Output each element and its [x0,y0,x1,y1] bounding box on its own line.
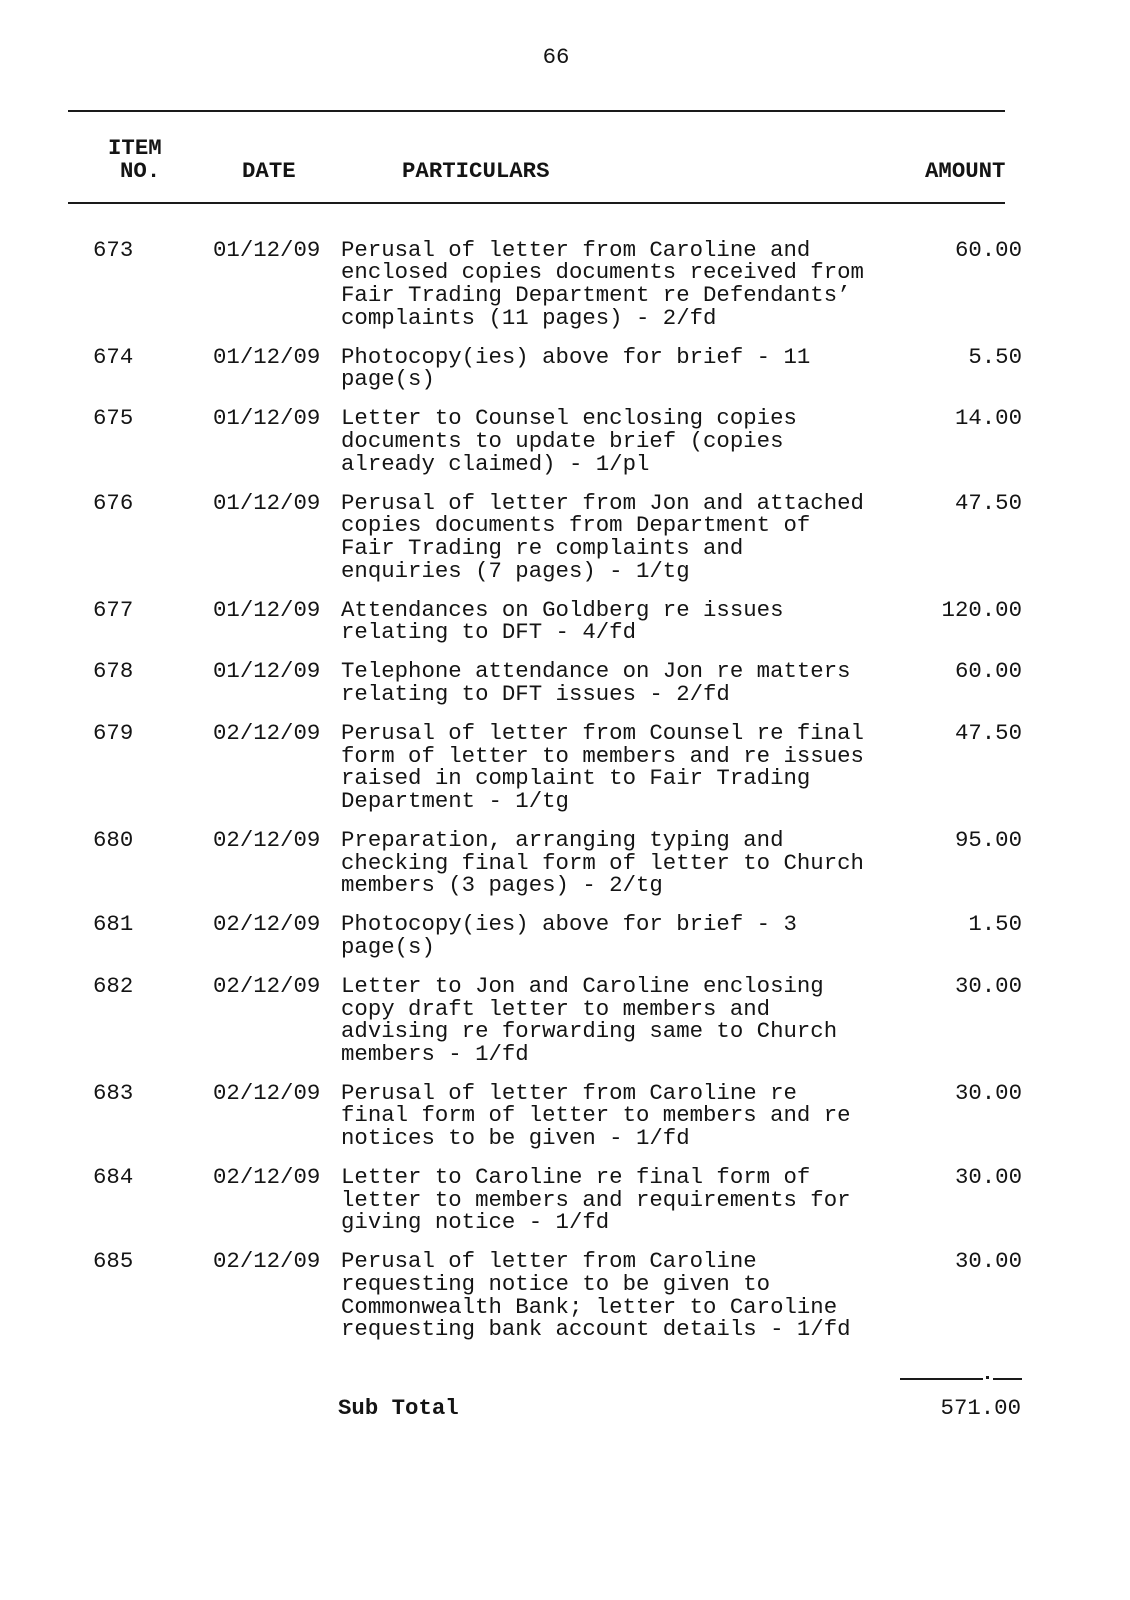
particulars-text: Perusal of letter from Caroline re final form of letter to members and re notices to be given - 1/fd [341,1079,851,1152]
entry-date: 01/12/09 [213,343,321,370]
amount-value: 30.00 [954,972,1022,999]
column-header-item: ITEM [108,135,162,161]
entry-date: 02/12/09 [213,1248,321,1275]
amount-value: 60.00 [954,658,1022,685]
entry-date: 01/12/09 [213,596,321,623]
column-header-amount: AMOUNT [925,158,1006,184]
particulars-text: Perusal of letter from Caroline requesting notice to be given to Commonwealth Bank; letter to Caroline requesting bank account details - 1/fd [341,1248,851,1343]
ledger-row [0,826,1130,899]
ledger-row [0,1166,1130,1234]
item-number: 679 [93,719,134,746]
amount-value: 5.50 [968,343,1022,370]
amount-value: 120.00 [941,596,1022,623]
column-header-particulars: PARTICULARS [402,158,550,184]
item-number: 680 [93,826,134,853]
item-number: 676 [93,489,134,516]
item-number: 673 [93,236,134,263]
particulars-text: Perusal of letter from Jon and attached copies documents from Department of Fair Trading re complaints and enquiries (7 pages) - 1/tg [341,489,864,584]
header-bottom-rule [68,202,1005,204]
ledger-row [0,489,1130,584]
item-number: 683 [93,1079,134,1106]
entry-date: 02/12/09 [213,1164,321,1191]
subtotal-rule-segment [993,1378,1022,1380]
amount-value: 30.00 [954,1164,1022,1191]
amount-value: 47.50 [954,719,1022,746]
item-number: 685 [93,1248,134,1275]
entry-date: 01/12/09 [213,658,321,685]
particulars-text: Perusal of letter from Counsel re final form of letter to members and re issues raised in complaint to Fair Trading Department - 1/tg [341,719,864,814]
entry-date: 01/12/09 [213,236,321,263]
entry-date: 02/12/09 [213,826,321,853]
ledger-row [0,596,1130,646]
amount-value: 14.00 [954,405,1022,432]
item-number: 684 [93,1164,134,1191]
ledger-row [0,1079,1130,1152]
entry-date: 02/12/09 [213,719,321,746]
entry-date: 02/12/09 [213,911,321,938]
entry-date: 02/12/09 [213,972,321,999]
header-top-rule [68,110,1005,112]
subtotal-amount: 571.00 [940,1395,1021,1421]
particulars-text: Attendances on Goldberg re issues relating to DFT - 4/fd [341,596,784,646]
item-number: 677 [93,596,134,623]
amount-value: 95.00 [954,826,1022,853]
amount-value: 30.00 [954,1248,1022,1275]
particulars-text: Preparation, arranging typing and checking final form of letter to Church members (3 pages) - 2/tg [341,826,864,899]
page-number: 66 [542,44,570,70]
ledger-row [0,913,1130,958]
subtotal-rule-segment [900,1378,983,1380]
item-number: 675 [93,405,134,432]
ledger-row [0,343,1130,393]
ledger-row [0,407,1130,475]
ledger-row [0,719,1130,814]
particulars-text: Letter to Caroline re final form of letter to members and requirements for giving notice - 1/fd [341,1164,851,1236]
ledger-row [0,660,1130,705]
particulars-text: Photocopy(ies) above for brief - 3 page(s) [341,911,797,960]
amount-value: 30.00 [954,1079,1022,1106]
amount-value: 1.50 [968,911,1022,938]
particulars-text: Letter to Counsel enclosing copies documents to update brief (copies already claimed) - 1/pl [341,405,797,477]
subtotal-rule-dot [986,1376,989,1379]
entry-date: 01/12/09 [213,489,321,516]
amount-value: 47.50 [954,489,1022,516]
item-number: 681 [93,911,134,938]
ledger-row [0,972,1130,1067]
entry-date: 02/12/09 [213,1079,321,1106]
particulars-text: Letter to Jon and Caroline enclosing copy draft letter to members and advising re forwarding same to Church members - 1/fd [341,972,838,1067]
subtotal-label: Sub Total [338,1395,459,1421]
particulars-text: Telephone attendance on Jon re matters relating to DFT issues - 2/fd [341,658,851,707]
column-header-no: NO. [120,158,161,184]
item-number: 674 [93,343,134,370]
ledger-entries [0,236,1130,1358]
column-header-date: DATE [242,158,296,184]
ledger-row [0,236,1130,331]
ledger-row [0,1250,1130,1341]
entry-date: 01/12/09 [213,405,321,432]
particulars-text: Perusal of letter from Caroline and enclosed copies documents received from Fair Trading Department re Defendants’ complaints (11 pages) - 2/fd [341,236,864,331]
item-number: 682 [93,972,134,999]
amount-value: 60.00 [954,236,1022,263]
item-number: 678 [93,658,134,685]
particulars-text: Photocopy(ies) above for brief - 11 page(s) [341,343,811,393]
